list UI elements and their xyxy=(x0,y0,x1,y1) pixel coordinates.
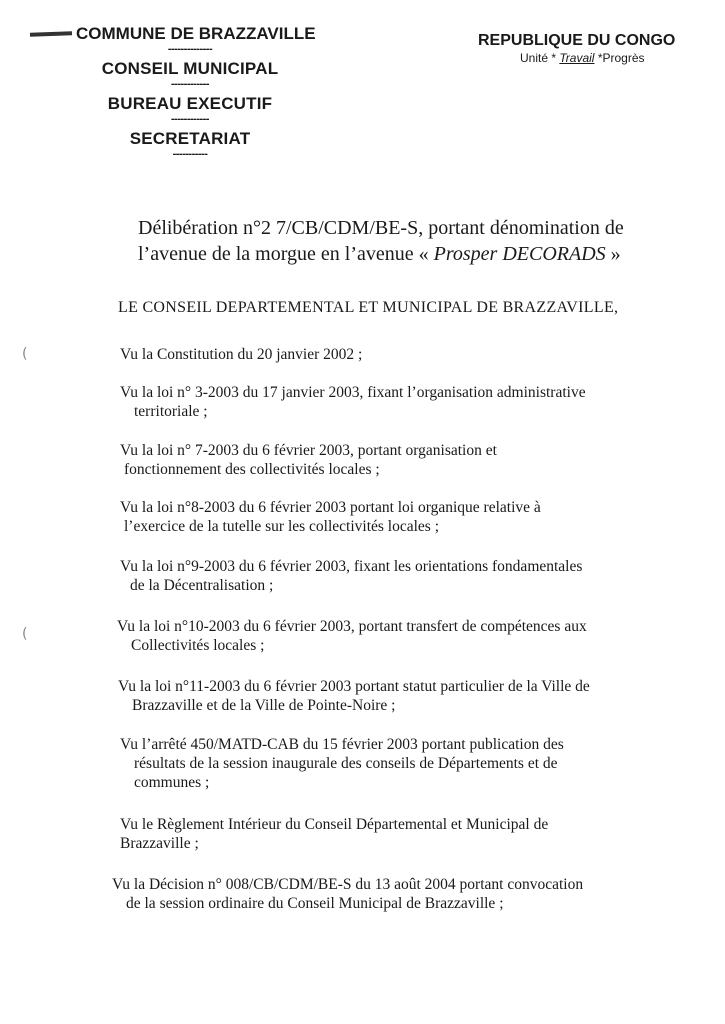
visa-line: de la session ordinaire du Conseil Municipal de Brazzaville ; xyxy=(126,895,504,912)
title-line xyxy=(138,241,628,267)
margin-mark: ( xyxy=(22,346,28,362)
visa-line: de la Décentralisation ; xyxy=(130,577,274,594)
conseil-municipal: CONSEIL MUNICIPAL xyxy=(101,59,279,78)
visa-item xyxy=(118,677,658,715)
title-text: l’avenue de la morgue en l’avenue « xyxy=(138,243,434,265)
visa-line: territoriale ; xyxy=(134,403,208,420)
visa-line: Vu l’arrêté 450/MATD-CAB du 15 février 2003 portant publication des xyxy=(120,736,564,753)
margin-mark: ( xyxy=(22,626,28,642)
visa-item xyxy=(120,345,660,364)
preamble: LE CONSEIL DEPARTEMENTAL ET MUNICIPAL DE BRAZZAVILLE, xyxy=(118,299,619,316)
visa-line: Vu le Règlement Intérieur du Conseil Départemental et Municipal de xyxy=(120,816,549,833)
visa-item xyxy=(120,383,660,421)
title-text: » xyxy=(605,243,621,265)
separator: ------------ xyxy=(171,113,209,125)
visa-line: Vu la Constitution du 20 janvier 2002 ; xyxy=(120,346,363,363)
title-line: Délibération n°2 7/CB/CDM/BE-S, portant dénomination de xyxy=(138,217,624,239)
header-left xyxy=(30,24,330,161)
commune-name: COMMUNE DE BRAZZAVILLE xyxy=(76,24,316,43)
visa-item xyxy=(120,441,660,479)
visa-line: Vu la loi n° 3-2003 du 17 janvier 2003, fixant l’organisation administrative xyxy=(120,384,586,401)
visa-line: Vu la loi n°10-2003 du 6 février 2003, portant transfert de compétences aux xyxy=(117,618,587,635)
visa-line: Brazzaville ; xyxy=(120,835,199,852)
motto-part: *Progrès xyxy=(594,51,645,65)
visa-item xyxy=(112,875,652,913)
avenue-new-name: Prosper DECORADS xyxy=(433,243,606,265)
bureau-executif: BUREAU EXECUTIF xyxy=(107,94,273,113)
strikethrough-mark xyxy=(30,31,72,36)
visa-line: Collectivités locales ; xyxy=(131,637,265,654)
visa-item xyxy=(120,498,660,536)
country-name: REPUBLIQUE DU CONGO xyxy=(478,32,676,49)
separator: ------------ xyxy=(171,78,209,90)
national-motto xyxy=(520,51,698,65)
visa-line: Vu la Décision n° 008/CB/CDM/BE-S du 13 août 2004 portant convocation xyxy=(112,876,584,893)
visa-item xyxy=(120,557,660,595)
motto-part: Unité * xyxy=(520,51,560,65)
visa-line: Brazzaville et de la Ville de Pointe-Noire ; xyxy=(132,697,396,714)
visa-line: Vu la loi n°9-2003 du 6 février 2003, fixant les orientations fondamentales xyxy=(120,558,583,575)
deliberation-title xyxy=(138,215,628,267)
commune-line xyxy=(30,24,330,44)
visa-line: Vu la loi n°11-2003 du 6 février 2003 portant statut particulier de la Ville de xyxy=(118,678,590,695)
secretariat: SECRETARIAT xyxy=(129,129,251,148)
header-right xyxy=(478,32,698,65)
visa-line: résultats de la session inaugurale des conseils de Départements et de xyxy=(134,755,558,772)
visa-line: communes ; xyxy=(134,774,210,791)
visa-line: Vu la loi n°8-2003 du 6 février 2003 portant loi organique relative à xyxy=(120,499,541,516)
visa-item xyxy=(117,617,657,655)
visa-line: Vu la loi n° 7-2003 du 6 février 2003, portant organisation et xyxy=(120,442,497,459)
visa-item xyxy=(120,735,660,792)
visa-line: l’exercice de la tutelle sur les collectivités locales ; xyxy=(124,518,440,535)
motto-part: Travail xyxy=(559,51,595,65)
separator: ----------- xyxy=(172,148,208,160)
visa-line: fonctionnement des collectivités locales ; xyxy=(124,461,380,478)
separator: -------------- xyxy=(167,43,213,55)
visa-item xyxy=(120,815,650,853)
